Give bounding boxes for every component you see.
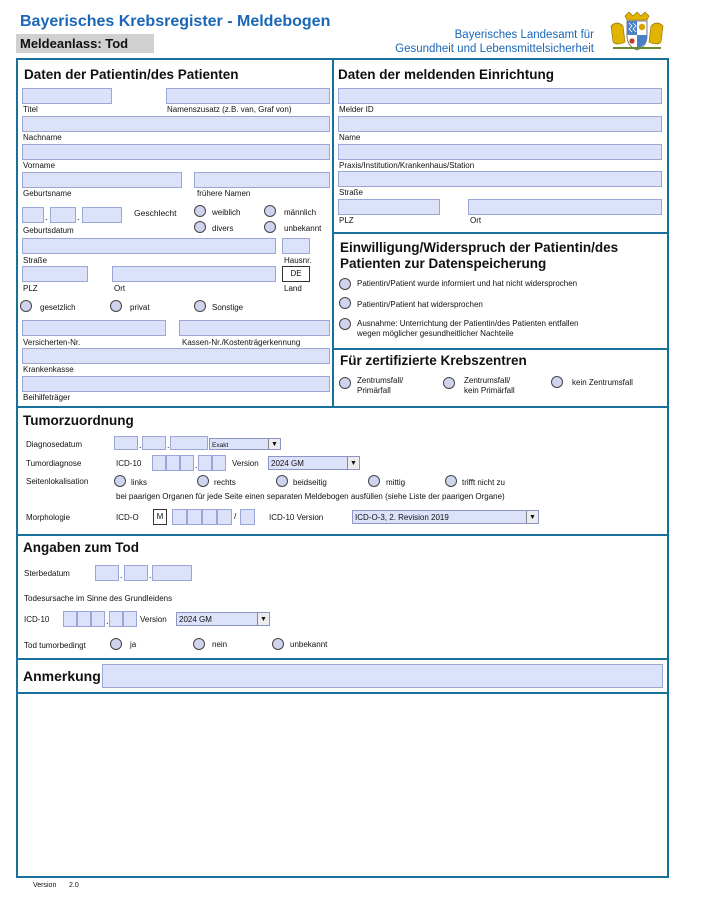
death-version-label: Version <box>140 615 167 624</box>
icdo-separator: / <box>234 511 237 521</box>
health-insurer-label: Krankenkasse <box>23 365 74 374</box>
death-cause-label: Todesursache im Sinne des Grundleidens <box>24 594 173 603</box>
date-separator: . <box>77 212 80 222</box>
center-non-primary-radio[interactable] <box>443 377 455 389</box>
reporter-street-label: Straße <box>339 188 364 197</box>
chevron-down-icon: ▼ <box>347 457 359 469</box>
diagnosis-date-precision-select[interactable] <box>209 438 281 450</box>
center-primary-line-1: Zentrumsfall/ <box>357 376 404 385</box>
zip-label: PLZ <box>23 284 38 293</box>
gender-diverse-radio[interactable] <box>194 221 206 233</box>
center-non-primary-line-1: Zentrumsfall/ <box>464 376 511 385</box>
diagnosis-date-label: Diagnosedatum <box>26 440 83 449</box>
death-icd10-char-4[interactable] <box>109 611 123 627</box>
agency-name <box>380 28 594 56</box>
birth-day-field[interactable] <box>22 207 44 223</box>
gender-diverse-label: divers <box>212 224 234 233</box>
death-month-field[interactable] <box>124 565 148 581</box>
reporter-practice-field[interactable] <box>338 144 662 160</box>
consent-exception-label <box>357 319 578 339</box>
tumor-heading: Tumorzuordnung <box>23 413 134 428</box>
death-icd-version-value: 2024 GM <box>179 615 212 624</box>
reporter-name-field[interactable] <box>338 116 662 132</box>
insurance-other-label: Sonstige <box>212 303 244 312</box>
reporter-zip-field[interactable] <box>338 199 440 215</box>
date-separator: . <box>120 570 123 580</box>
tumor-icd-version-value: 2024 GM <box>271 459 304 468</box>
death-icd10-char-2[interactable] <box>77 611 91 627</box>
tumor-related-yes-label: ja <box>130 640 137 649</box>
footer-version-label: Version <box>33 882 57 889</box>
insurance-statutory-radio[interactable] <box>20 300 32 312</box>
death-icd10-char-1[interactable] <box>63 611 77 627</box>
date-separator: . <box>45 212 48 222</box>
icdo-char-1[interactable] <box>172 509 187 525</box>
street-field[interactable] <box>22 238 276 254</box>
icdo-version-label: ICD-10 Version <box>269 513 324 522</box>
insurance-statutory-label: gesetzlich <box>40 303 76 312</box>
country-field[interactable]: DE <box>282 266 310 282</box>
insured-number-label: Versicherten-Nr. <box>23 338 81 347</box>
side-label: Seitenlokalisation <box>26 477 89 486</box>
birthname-field[interactable] <box>22 172 182 188</box>
diagnosis-year-field[interactable] <box>170 436 208 450</box>
consent-heading <box>340 240 618 272</box>
remarks-area[interactable] <box>16 692 669 878</box>
center-none-label: kein Zentrumsfall <box>572 378 633 387</box>
center-primary-label <box>357 376 403 396</box>
diagnosis-date-precision-value: Exakt <box>212 442 229 449</box>
tumor-version-label: Version <box>232 459 259 468</box>
consent-exception-line-1: Ausnahme: Unterrichtung der Patientin/des Patienten entfallen <box>357 319 579 328</box>
tumor-icd10-char-5[interactable] <box>212 455 226 471</box>
health-insurer-field[interactable] <box>22 348 330 364</box>
insurance-private-radio[interactable] <box>110 300 122 312</box>
tumor-related-no-label: nein <box>212 640 228 649</box>
side-note: bei paarigen Organen für jede Seite einen separaten Meldebogen ausfüllen (siehe Liste der paarigen Organe) <box>116 492 505 501</box>
bavarian-coat-of-arms-icon <box>607 12 667 52</box>
icd-separator: . <box>106 616 109 626</box>
gender-female-label: weiblich <box>212 208 241 217</box>
gender-male-radio[interactable] <box>264 205 276 217</box>
consent-heading-line-1: Einwilligung/Widerspruch der Patientin/des <box>340 240 619 255</box>
side-both-label: beidseitig <box>293 478 327 487</box>
chevron-down-icon: ▼ <box>526 511 538 523</box>
firstname-field[interactable] <box>22 144 330 160</box>
subsidy-label: Beihilfeträger <box>23 393 71 402</box>
icdo-behavior-field[interactable] <box>240 509 255 525</box>
consent-objected-radio[interactable] <box>339 297 351 309</box>
gender-unknown-radio[interactable] <box>264 221 276 233</box>
lastname-field[interactable] <box>22 116 330 132</box>
date-separator: . <box>139 440 142 450</box>
tumor-icd10-char-4[interactable] <box>198 455 212 471</box>
form-title: Bayerisches Krebsregister - Meldebogen <box>20 13 331 30</box>
tumor-diagnosis-label: Tumordiagnose <box>26 459 82 468</box>
death-icd10-char-3[interactable] <box>91 611 105 627</box>
consent-exception-line-2: wegen möglicher gesundheitlicher Nachteile <box>357 329 514 338</box>
remarks-short-field[interactable] <box>102 664 663 688</box>
remarks-heading: Anmerkung <box>23 668 101 684</box>
side-not-applicable-radio[interactable] <box>445 475 457 487</box>
death-date-label: Sterbedatum <box>24 569 70 578</box>
city-label: Ort <box>114 284 126 293</box>
tumor-related-unknown-radio[interactable] <box>272 638 284 650</box>
icdo-prefix: M <box>153 509 167 525</box>
patient-heading: Daten der Patientin/des Patienten <box>24 67 239 82</box>
reporter-id-field[interactable] <box>338 88 662 104</box>
side-middle-radio[interactable] <box>368 475 380 487</box>
former-names-label: frühere Namen <box>197 189 251 198</box>
title-field[interactable] <box>22 88 112 104</box>
side-middle-label: mittig <box>386 478 406 487</box>
insurance-other-radio[interactable] <box>194 300 206 312</box>
icdo-char-4[interactable] <box>217 509 232 525</box>
side-not-applicable-label: trifft nicht zu <box>462 478 505 487</box>
death-heading: Angaben zum Tod <box>23 540 139 555</box>
subsidy-field[interactable] <box>22 376 330 392</box>
tumor-related-label: Tod tumorbedingt <box>24 641 86 650</box>
date-separator: . <box>167 440 170 450</box>
tumor-related-no-radio[interactable] <box>193 638 205 650</box>
icd-separator: . <box>195 460 198 470</box>
tumor-icd10-char-1[interactable] <box>152 455 166 471</box>
death-day-field[interactable] <box>95 565 119 581</box>
insurer-number-field[interactable] <box>179 320 330 336</box>
birth-year-field[interactable] <box>82 207 122 223</box>
center-non-primary-label <box>464 376 515 396</box>
center-non-primary-line-2: kein Primärfall <box>464 386 515 395</box>
insurer-number-label: Kassen-Nr./Kostenträgerkennung <box>182 338 301 347</box>
reporter-street-field[interactable] <box>338 171 662 187</box>
reporter-city-field[interactable] <box>468 199 662 215</box>
reporter-id-label: Melder ID <box>339 105 374 114</box>
icdo-version-select[interactable] <box>352 510 539 524</box>
icdo-version-value: ICD-O-3, 2. Revision 2019 <box>355 513 449 522</box>
insurance-private-label: privat <box>130 303 150 312</box>
consent-objected-label: Patientin/Patient hat widersprochen <box>357 300 483 309</box>
diagnosis-day-field[interactable] <box>114 436 138 450</box>
date-separator: . <box>149 570 152 580</box>
consent-exception-radio[interactable] <box>339 318 351 330</box>
insured-number-field[interactable] <box>22 320 166 336</box>
death-icd-version-select[interactable] <box>176 612 270 626</box>
icdo-label: ICD-O <box>116 513 139 522</box>
morphology-label: Morphologie <box>26 513 71 522</box>
center-primary-radio[interactable] <box>339 377 351 389</box>
side-right-radio[interactable] <box>197 475 209 487</box>
consent-not-objected-label: Patientin/Patient wurde informiert und hat nicht widersprochen <box>357 279 578 288</box>
zip-field[interactable] <box>22 266 88 282</box>
gender-male-label: männlich <box>284 208 317 217</box>
side-both-radio[interactable] <box>276 475 288 487</box>
report-reason-badge: Meldeanlass: Tod <box>16 34 154 53</box>
death-icd10-char-5[interactable] <box>123 611 137 627</box>
death-year-field[interactable] <box>152 565 192 581</box>
title-label: Titel <box>23 105 38 114</box>
diagnosis-month-field[interactable] <box>142 436 166 450</box>
tumor-icd-version-select[interactable] <box>268 456 360 470</box>
reporter-name-label: Name <box>339 133 361 142</box>
gender-unknown-label: unbekannt <box>284 224 322 233</box>
icdo-char-2[interactable] <box>187 509 202 525</box>
side-right-label: rechts <box>214 478 236 487</box>
chevron-down-icon: ▼ <box>268 439 280 449</box>
birthname-label: Geburtsname <box>23 189 72 198</box>
firstname-label: Vorname <box>23 161 56 170</box>
agency-line-2: Gesundheit und Lebensmittelsicherheit <box>395 43 594 55</box>
chevron-down-icon: ▼ <box>257 613 269 625</box>
name-suffix-field[interactable] <box>166 88 330 104</box>
side-left-label: links <box>131 478 148 487</box>
center-primary-line-2: Primärfall <box>357 386 391 395</box>
reporter-zip-label: PLZ <box>339 216 354 225</box>
name-suffix-label: Namenszusatz (z.B. van, Graf von) <box>167 105 292 114</box>
lastname-label: Nachname <box>23 133 62 142</box>
birthdate-label: Geburtsdatum <box>23 226 74 235</box>
former-names-field[interactable] <box>194 172 330 188</box>
footer-version-value: 2.0 <box>69 882 79 889</box>
death-icd10-label: ICD-10 <box>24 615 50 624</box>
reporter-heading: Daten der meldenden Einrichtung <box>338 67 555 82</box>
side-left-radio[interactable] <box>114 475 126 487</box>
center-none-radio[interactable] <box>551 376 563 388</box>
country-label: Land <box>284 284 302 293</box>
tumor-icd10-label: ICD-10 <box>116 459 142 468</box>
city-field[interactable] <box>112 266 276 282</box>
agency-line-1: Bayerisches Landesamt für <box>454 29 594 41</box>
reporter-practice-label: Praxis/Institution/Krankenhaus/Station <box>339 161 475 170</box>
consent-heading-line-2: Patienten zur Datenspeicherung <box>340 256 547 271</box>
tumor-related-unknown-label: unbekannt <box>290 640 328 649</box>
gender-label: Geschlecht <box>134 208 177 218</box>
icdo-char-3[interactable] <box>202 509 217 525</box>
house-number-field[interactable] <box>282 238 310 254</box>
house-number-label: Hausnr. <box>284 256 312 265</box>
tumor-related-yes-radio[interactable] <box>110 638 122 650</box>
tumor-icd10-char-2[interactable] <box>166 455 180 471</box>
birth-month-field[interactable] <box>50 207 76 223</box>
gender-female-radio[interactable] <box>194 205 206 217</box>
street-label: Straße <box>23 256 48 265</box>
centers-heading: Für zertifizierte Krebszentren <box>340 353 527 368</box>
consent-not-objected-radio[interactable] <box>339 278 351 290</box>
tumor-icd10-char-3[interactable] <box>180 455 194 471</box>
reporter-city-label: Ort <box>470 216 482 225</box>
